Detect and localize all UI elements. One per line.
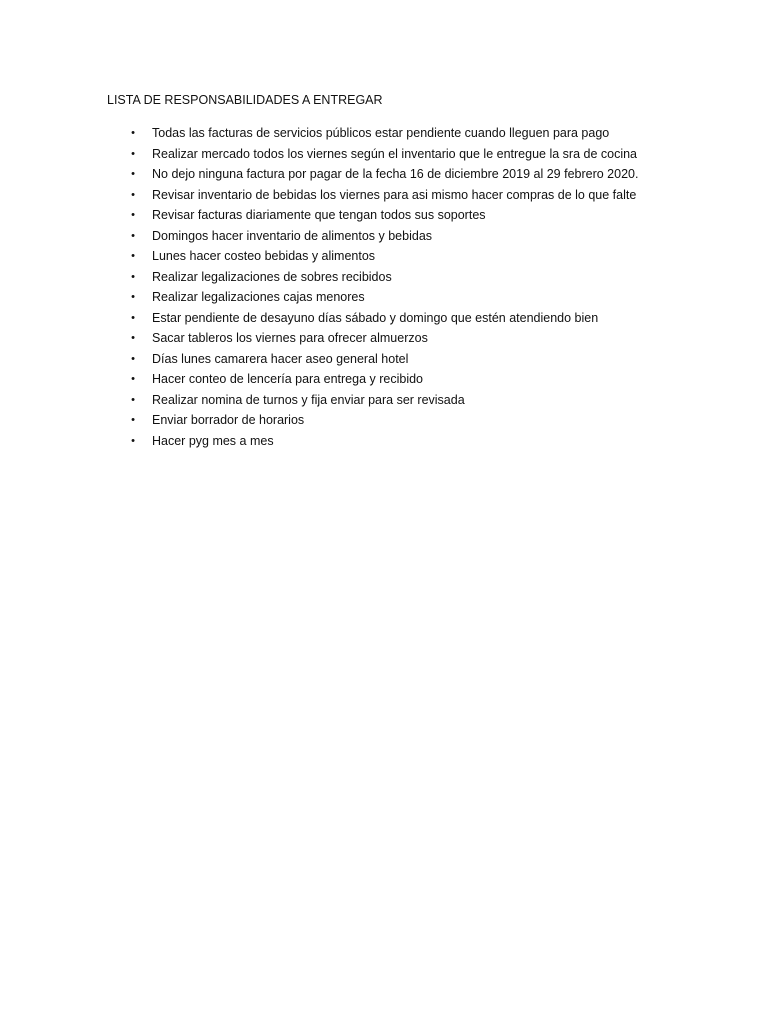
list-item-text: Revisar inventario de bebidas los viernes para asi mismo hacer compras de lo que falte [152,187,637,202]
list-item-text: Días lunes camarera hacer aseo general hotel [152,351,409,366]
bullet-icon: • [131,188,135,201]
list-item-text: Hacer conteo de lencería para entrega y recibido [152,372,423,386]
bullet-icon: • [131,352,135,365]
bullet-icon: • [131,229,135,242]
bullet-icon: • [131,414,135,426]
bullet-icon: • [131,311,135,324]
list-item-text: Realizar mercado todos los viernes según el inventario que le entregue la sra de cocina [152,146,638,161]
bullet-icon: • [131,147,135,160]
list-item-text: Realizar legalizaciones cajas menores [152,290,365,304]
list-item-text: Realizar nomina de turnos y fija enviar para ser revisada [152,392,465,407]
list-item-text: Enviar borrador de horarios [152,413,305,427]
list-item-text: Realizar legalizaciones de sobres recibidos [152,269,392,284]
list-item-text: Lunes hacer costeo bebidas y alimentos [152,249,376,263]
document-title: LISTA DE RESPONSABILIDADES A ENTREGAR [107,93,383,107]
list-item-text: Estar pendiente de desayuno días sábado y domingo que estén atendiendo bien [152,310,599,325]
list-item-text: Sacar tableros los viernes para ofrecer almuerzos [152,331,428,345]
bullet-icon: • [131,291,135,303]
bullet-icon: • [131,250,135,262]
bullet-icon: • [131,434,135,447]
list-item-text: Domingos hacer inventario de alimentos y bebidas [152,228,433,243]
bullet-icon: • [131,127,135,139]
bullet-icon: • [131,270,135,283]
list-item-text: Revisar facturas diariamente que tengan todos sus soportes [152,208,486,222]
bullet-icon: • [131,373,135,385]
list-item-text: Hacer pyg mes a mes [152,433,274,448]
bullet-icon: • [131,209,135,221]
list-item-text: No dejo ninguna factura por pagar de la fecha 16 de diciembre 2019 al 29 febrero 2020. [152,167,639,181]
bullet-icon: • [131,393,135,406]
bullet-icon: • [131,332,135,344]
list-item-text: Todas las facturas de servicios públicos estar pendiente cuando lleguen para pago [152,126,610,140]
bullet-icon: • [131,168,135,180]
